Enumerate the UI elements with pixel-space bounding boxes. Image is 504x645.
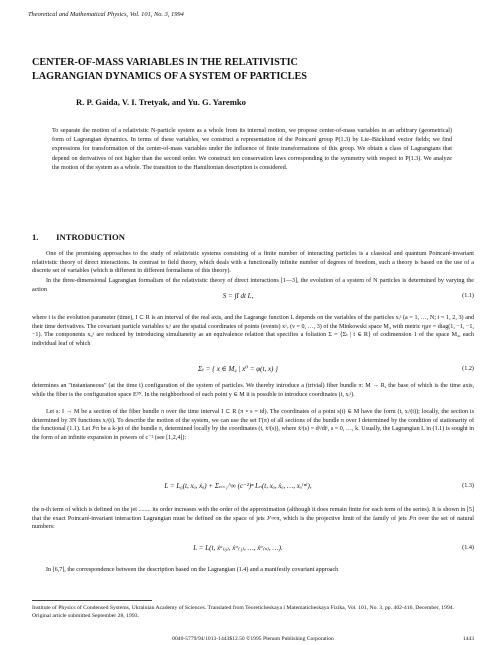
equation-body: Σₜ = { x ∈ M₄ | x⁰ = φ(t, x) } [198,365,278,373]
equation-body: L = L(t, ẋᵃ₍₀₎, ẋᵃ₍₁₎, …, ẋᵃ₍ₛ₎, …). [193,544,283,552]
equation-body: L = L₀(t, xₐ, ẋₐ) + Σₙ₌₁^∞ (c⁻²)ⁿ Lₙ(t, xₐ, ẋₐ, …, xₐ⁽ⁿ⁾), [164,482,312,490]
authors: R. P. Gaida, V. I. Tretyak, and Yu. G. Yaremko [76,97,246,107]
equation-body: S = ∫I dt L, [222,292,254,300]
paper-title [32,56,472,84]
equation-label: (1.3) [462,482,474,489]
equation [32,482,474,496]
footnote-divider [32,600,152,601]
section-title: INTRODUCTION [56,232,125,242]
equation [32,544,474,558]
paragraph: where t is the evolution parameter (time), I ⊂ R is an interval of the real axis, and the Lagrange function L depends on the variables of the particles xᵢᵃ (a = 1, …, N; i = 1, 2, 3) and their time derivatives. The covariant particle variables xᵢᵃ are the spatial coordinates of points (events) xᵃᵥ (ν = 0, …, 3) of the Minkowski space M₄ with metric ημν = diag(1, −1, −1, −1). The components x₀ᵃ are reduced by introducing simultaneity as an equivalence relation that specifies a foliation Σ = {Σₜ | t ∈ R} of codimension 1 of the space M₄, each individual leaf of which [32,315,474,347]
paragraph: Let s: I → M be a section of the fiber bundle π over the time interval I ⊂ R (π ∘ s = id). The coordinates of a point s(t) ∈ M have the form (t, xᵢᵃ(t)); locally, the section is determined by 3N functions xᵢᵃ(t). To describe the motion of the system, we can use the set Γ(π) of all sections of the bundle π over I determined by the condition of stationarity of the functional (1.1). Let Jᵏπ be a k-jet of the bundle π, determined locally by the coordinates (t, ẋᵃ(s)), where ẋᵃ(s) = dˢ/dtˢ, s = 0, …, k. Usually, the Lagrangian L in (1.1) is sought in the form of an infinite expansion in powers of c⁻² (see [1,2,4]): [32,409,474,441]
equation-label: (1.1) [462,292,474,299]
journal-header: Theoretical and Mathematical Physics, Vol. 101, No. 3, 1994 [28,11,184,18]
equation [32,365,474,379]
section-heading [32,232,125,242]
footnote: Institute of Physics of Condensed Systems, Ukrainian Academy of Sciences. Translated from Teoreticheskaya i Matematicheskaya Fizika, Vol. 101, No. 3, pp. 402-416, December, 1994. Original article submitted September 28, 1993. [32,605,455,619]
abstract: To separate the motion of a relativistic N-particle system as a whole from its internal motion, we propose center-of-mass variables in an arbitrary (geometrical) form of Lagrangian dynamics. In terms of these variables, we construct a representation of the Poincaré group P(1.3) by Lie–Bäcklund vector fields; we find expressions for transformation of the center-of-mass variables under the influence of finite transformations of this group. We obtain a class of Lagrangians that depend on derivatives of not higher than the second order. We construct ten conservation laws corresponding to the symmetry with respect to P(1.3). We analyze the motion of the system as a whole. The transition to the Hamiltonian description is considered. [52,128,452,171]
copyright-line: 0040-5779/94/1013-1443$12.50 ©1995 Plenum Publishing Corporation [172,636,334,642]
paragraph: One of the promising approaches to the study of relativistic systems consisting of a finite number of interacting particles is a classical and quantum Poincaré-invariant relativistic theory of direct interactions. In contrast to field theory, which deals with a functionally infinite number of degrees of freedom, such a theory is based on the use of a discrete set of variables (which is different in different formalisms of this theory). [32,251,474,275]
equation [32,292,474,306]
paragraph: In [6,7], the correspondence between the description based on the Lagrangian (1.4) and a manifestly covariant approach [46,567,339,573]
title-line: CENTER-OF-MASS VARIABLES IN THE RELATIVISTIC [32,57,298,68]
paragraph: the n-th term of which is defined on the jet ........ its order increases with the order of the approximation (although it does remain finite for each term of the series). It is shown in [5] that the exact Poincaré-invariant interaction Lagrangian must be defined on the space of jets J^∞π, which is the projective limit of the family of jets Jᵏπ over the set of natural numbers: [32,507,474,531]
page-number: 1443 [462,636,474,642]
equation-label: (1.4) [462,544,474,551]
paragraph: determines an "instantaneous" (at the time t) configuration of the system of particles. We thereby introduce a (trivial) fiber bundle π: M → R, the base of which is the time axis, while the fiber is the configuration space E³ᴺ. In the neighborhood of each point y ∈ M it is possible to introduce coordinates (t, xᵢᵃ). [32,383,474,398]
title-line: LAGRANGIAN DYNAMICS OF A SYSTEM OF PARTICLES [32,71,307,82]
equation-label: (1.2) [462,365,474,372]
section-number: 1. [32,232,39,242]
paragraph: In the three-dimensional Lagrangian formalism of the relativistic theory of direct interactions [1—3], the evolution of a system of N particles is determined by varying the action [32,278,474,293]
